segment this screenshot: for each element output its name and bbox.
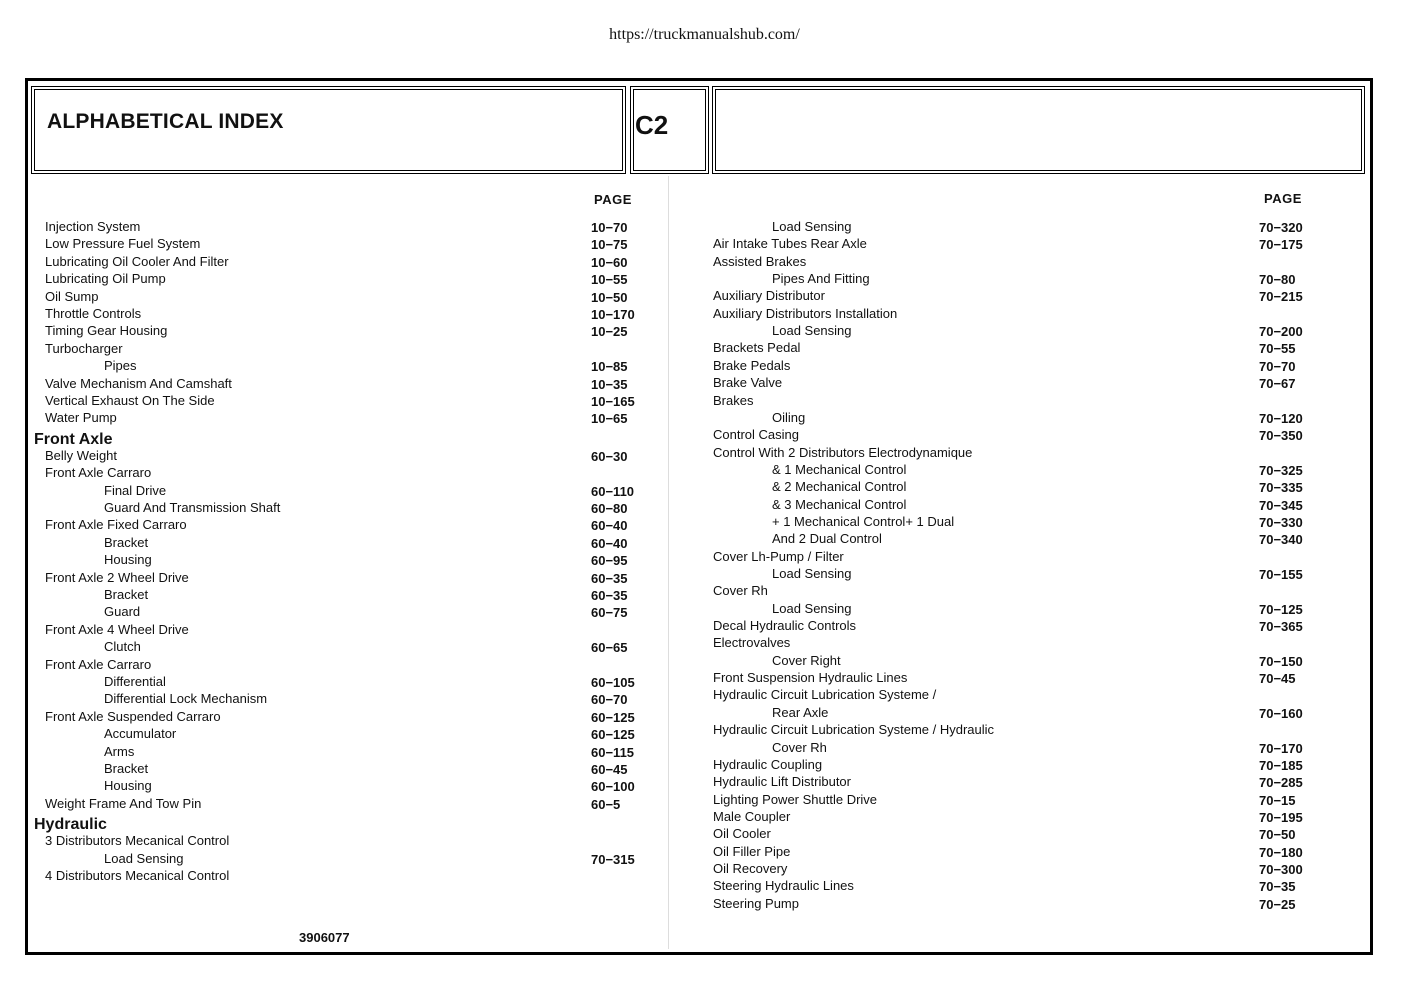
index-page-number: 70−180 <box>1259 844 1303 860</box>
index-page-number: 60−105 <box>591 675 635 690</box>
index-page-number: 70−170 <box>1259 740 1303 756</box>
index-page-number: 60−80 <box>591 501 628 516</box>
index-subentry: Load Sensing <box>772 323 852 339</box>
index-page-number: 10−75 <box>591 237 628 253</box>
right-page-heading: PAGE <box>1264 191 1302 206</box>
index-page-number: 60−35 <box>591 570 628 586</box>
index-page-number: 70−325 <box>1259 462 1303 478</box>
index-entry: Water Pump <box>45 410 117 426</box>
index-subentry: Cover Rh <box>772 739 827 755</box>
index-entry: Electrovalves <box>713 635 791 651</box>
index-entry: Front Suspension Hydraulic Lines <box>713 670 908 686</box>
section-code: C2 <box>635 110 669 140</box>
index-page-number: 70−45 <box>1259 671 1296 687</box>
index-entry: Lighting Power Shuttle Drive <box>713 791 878 807</box>
index-entry: Front Axle 2 Wheel Drive <box>45 569 189 585</box>
index-subentry: Clutch <box>104 639 141 655</box>
index-entry: Steering Pump <box>713 895 799 911</box>
index-page-number: 60−30 <box>591 448 628 464</box>
index-page-number: 70−315 <box>591 851 635 867</box>
index-subentry: & 2 Mechanical Control <box>772 479 907 495</box>
index-page-number: 70−340 <box>1259 532 1303 548</box>
page-title: ALPHABETICAL INDEX <box>47 110 284 133</box>
index-entry: Oil Filler Pipe <box>713 843 791 859</box>
index-entry: Brake Valve <box>713 375 783 391</box>
index-subentry: Bracket <box>104 587 149 602</box>
index-page-number: 70−25 <box>1259 896 1296 912</box>
index-page-number: 60−115 <box>591 744 635 760</box>
index-subentry: And 2 Dual Control <box>772 531 882 547</box>
index-entry: Cover Rh <box>713 583 768 599</box>
index-subentry: Cover Right <box>772 652 841 668</box>
index-page-number: 60−40 <box>591 518 628 534</box>
index-entry: Oil Cooler <box>713 826 771 842</box>
index-entry: Injection System <box>45 219 141 234</box>
index-section-heading: Front Axle <box>34 430 113 448</box>
index-entry: Steering Hydraulic Lines <box>713 878 854 894</box>
index-page-number: 70−215 <box>1259 289 1303 305</box>
index-entry: Hydraulic Coupling <box>713 756 823 772</box>
index-subentry: Load Sensing <box>772 566 852 581</box>
index-page-number: 70−365 <box>1259 619 1303 635</box>
index-entry: Oil Sump <box>45 288 99 304</box>
index-entry: Hydraulic Circuit Lubrication Systeme / Hydraulic <box>713 722 995 738</box>
index-page-number: 70−200 <box>1259 324 1303 340</box>
index-subentry: Arms <box>104 743 135 759</box>
index-page-number: 70−185 <box>1259 757 1303 773</box>
index-subentry: & 1 Mechanical Control <box>772 461 907 477</box>
index-page-number: 60−5 <box>591 796 621 812</box>
index-page-number: 70−67 <box>1259 376 1296 392</box>
index-subentry: Guard And Transmission Shaft <box>104 500 281 515</box>
index-subentry: Differential Lock Mechanism <box>104 691 268 707</box>
index-entry: 4 Distributors Mecanical Control <box>45 868 230 883</box>
index-subentry: & 3 Mechanical Control <box>772 496 907 512</box>
index-page-number: 10−170 <box>591 307 635 322</box>
index-entry: Lubricating Oil Pump <box>45 271 166 287</box>
index-page-number: 10−65 <box>591 411 628 427</box>
index-page-number: 10−165 <box>591 394 635 409</box>
index-page-number: 70−335 <box>1259 480 1303 496</box>
index-entry: Weight Frame And Tow Pin <box>45 795 202 811</box>
index-entry: Control With 2 Distributors Electrodynamique <box>713 444 973 460</box>
index-page-number: 10−60 <box>591 254 628 270</box>
index-page-number: 70−80 <box>1259 272 1296 288</box>
index-page-number: 70−345 <box>1259 497 1303 513</box>
index-page-number: 60−75 <box>591 605 628 621</box>
index-subentry: Bracket <box>104 534 149 550</box>
index-page-number: 60−70 <box>591 692 628 708</box>
index-page-number: 60−100 <box>591 779 635 795</box>
index-subentry: Housing <box>104 552 152 568</box>
index-page-number: 70−150 <box>1259 653 1303 669</box>
column-divider <box>668 176 669 949</box>
index-page-number: 70−175 <box>1259 237 1303 253</box>
index-entry: Auxiliary Distributor <box>713 288 825 304</box>
index-entry: Hydraulic Lift Distributor <box>713 774 851 790</box>
index-entry: Low Pressure Fuel System <box>45 236 201 252</box>
index-page-number: 10−55 <box>591 272 628 288</box>
index-page-number: 10−25 <box>591 324 628 340</box>
index-section-heading: Hydraulic <box>34 816 107 834</box>
page-frame <box>25 78 1373 955</box>
index-page-number: 70−120 <box>1259 410 1303 426</box>
index-subentry: Rear Axle <box>772 704 829 720</box>
index-page-number: 60−40 <box>591 535 628 551</box>
index-page-number: 10−35 <box>591 376 628 392</box>
index-page-number: 70−15 <box>1259 792 1296 808</box>
index-subentry: Load Sensing <box>772 219 852 234</box>
index-entry: Front Axle Fixed Carraro <box>45 517 187 533</box>
index-page-number: 70−300 <box>1259 861 1303 877</box>
index-page-number: 60−45 <box>591 762 628 777</box>
index-page-number: 70−55 <box>1259 341 1296 357</box>
index-entry: Brakes <box>713 392 754 408</box>
index-entry: Front Axle Carraro <box>45 465 152 481</box>
index-entry: Vertical Exhaust On The Side <box>45 393 215 408</box>
index-entry: Control Casing <box>713 427 799 443</box>
index-page-number: 60−35 <box>591 588 628 603</box>
index-entry: Auxiliary Distributors Installation <box>713 305 898 321</box>
index-subentry: Bracket <box>104 761 149 776</box>
index-entry: Brackets Pedal <box>713 340 801 356</box>
index-subentry: Housing <box>104 778 152 794</box>
index-page-number: 60−110 <box>591 483 635 499</box>
index-entry: Oil Recovery <box>713 860 788 876</box>
index-page-number: 10−50 <box>591 289 628 305</box>
index-subentry: Final Drive <box>104 482 167 498</box>
index-entry: Hydraulic Circuit Lubrication Systeme / <box>713 687 937 703</box>
index-page-number: 10−85 <box>591 359 628 375</box>
index-entry: Decal Hydraulic Controls <box>713 618 857 634</box>
index-entry: Belly Weight <box>45 447 118 463</box>
index-entry: Front Axle Carraro <box>45 656 152 672</box>
index-page-number: 70−285 <box>1259 775 1303 791</box>
left-page-heading: PAGE <box>594 192 632 207</box>
index-page-number: 70−155 <box>1259 567 1303 582</box>
index-page-number: 70−125 <box>1259 601 1303 617</box>
index-subentry: Differential <box>104 674 166 689</box>
index-entry: Timing Gear Housing <box>45 323 168 339</box>
index-page-number: 60−125 <box>591 727 635 743</box>
index-page-number: 70−350 <box>1259 428 1303 444</box>
index-entry: Throttle Controls <box>45 306 142 321</box>
index-page-number: 70−320 <box>1259 220 1303 235</box>
index-entry: Valve Mechanism And Camshaft <box>45 375 232 391</box>
index-subentry: Pipes <box>104 358 137 374</box>
index-page-number: 60−65 <box>591 640 628 656</box>
index-subentry: Accumulator <box>104 726 177 742</box>
source-url[interactable]: https://truckmanualshub.com/ <box>609 26 800 43</box>
index-page-number: 70−160 <box>1259 705 1303 721</box>
index-page-number: 60−95 <box>591 553 628 569</box>
header-blank-box <box>712 86 1365 174</box>
index-subentry: Pipes And Fitting <box>772 271 870 287</box>
index-entry: Cover Lh-Pump / Filter <box>713 548 844 564</box>
index-entry: Front Axle Suspended Carraro <box>45 708 221 724</box>
index-subentry: Guard <box>104 604 141 620</box>
index-subentry: Load Sensing <box>104 850 184 866</box>
index-entry: Front Axle 4 Wheel Drive <box>45 621 189 637</box>
index-page-number: 70−195 <box>1259 809 1303 825</box>
index-page-number: 10−70 <box>591 220 628 235</box>
index-subentry: + 1 Mechanical Control+ 1 Dual <box>772 513 955 529</box>
index-entry: Air Intake Tubes Rear Axle <box>713 236 867 252</box>
document-number: 3906077 <box>299 930 350 945</box>
index-page-number: 60−125 <box>591 709 635 725</box>
index-entry: Brake Pedals <box>713 357 791 373</box>
index-subentry: Load Sensing <box>772 600 852 616</box>
index-entry: Lubricating Oil Cooler And Filter <box>45 253 229 269</box>
index-entry: Turbocharger <box>45 340 123 356</box>
index-page-number: 70−330 <box>1259 514 1303 530</box>
index-page-number: 70−50 <box>1259 827 1296 843</box>
index-page-number: 70−70 <box>1259 358 1296 374</box>
index-page-number: 70−35 <box>1259 879 1296 895</box>
index-subentry: Oiling <box>772 409 806 425</box>
index-entry: Male Coupler <box>713 808 791 824</box>
index-entry: 3 Distributors Mecanical Control <box>45 833 230 849</box>
index-entry: Assisted Brakes <box>713 253 807 269</box>
